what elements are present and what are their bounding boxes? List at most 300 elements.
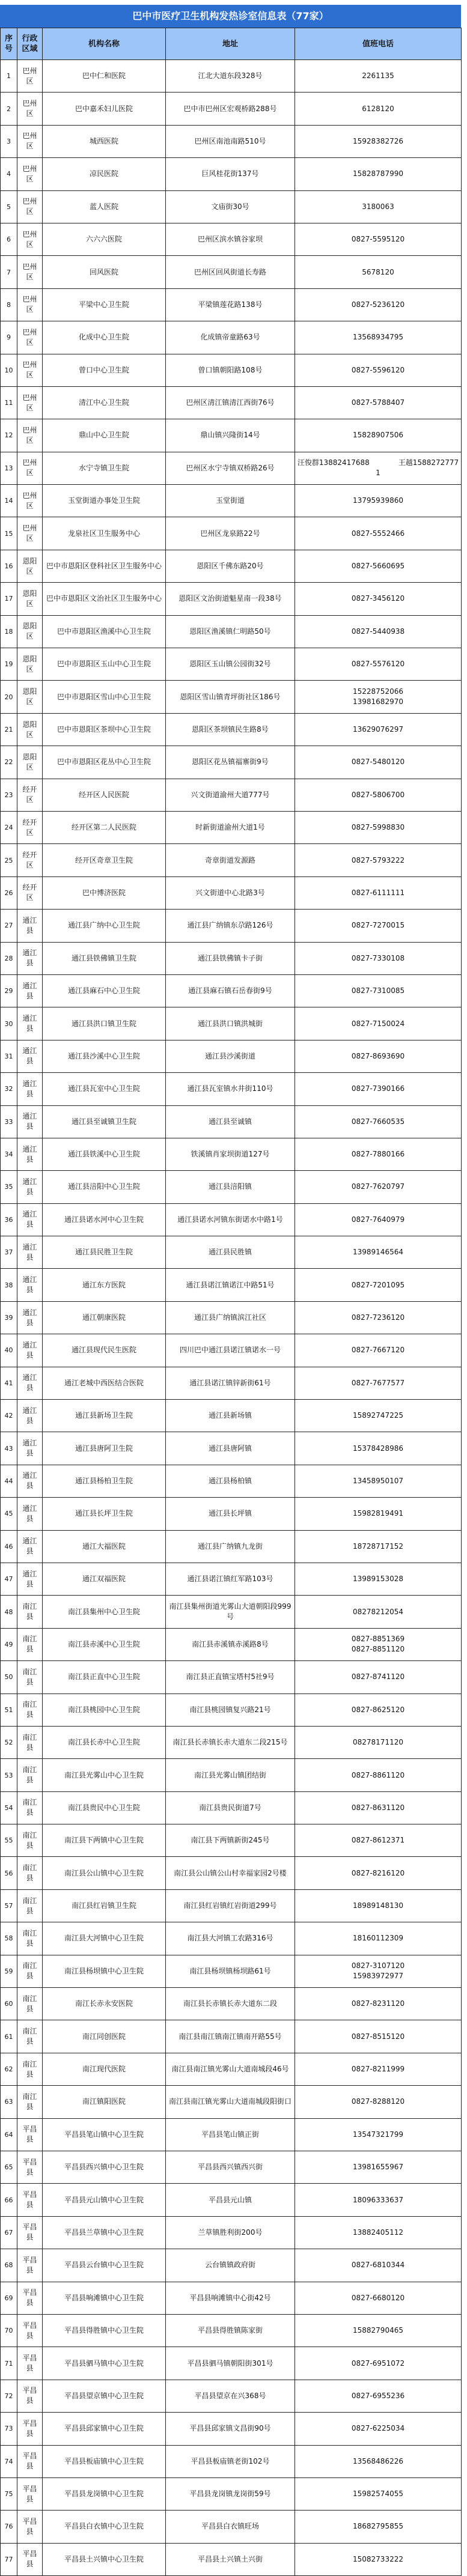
cell-address: 通江县杨柏镇 (166, 1465, 295, 1497)
cell-duty-phone: 0827-8612371 (295, 1824, 462, 1857)
cell-institution-name: 玉堂街道办事处卫生院 (43, 485, 166, 517)
cell-address: 南江县桃园镇复兴路21号 (166, 1694, 295, 1726)
table-row (1, 1301, 462, 1334)
cell-institution-name: 平昌县土兴镇中心卫生院 (43, 2543, 166, 2575)
cell-duty-phone: 0827-8861120 (295, 1759, 462, 1791)
cell-serial-no: 55 (1, 1824, 17, 1857)
cell-duty-phone: 0827-8231120 (295, 1988, 462, 2020)
cell-serial-no: 35 (1, 1171, 17, 1203)
table-row (1, 974, 462, 1007)
cell-institution-name: 通江大福医院 (43, 1530, 166, 1563)
cell-duty-phone: 13547321799 (295, 2118, 462, 2151)
cell-serial-no: 50 (1, 1661, 17, 1694)
cell-district: 经开区 (17, 811, 43, 843)
cell-duty-phone: 0827-5440938 (295, 615, 462, 648)
cell-serial-no: 22 (1, 746, 17, 779)
cell-institution-name: 通江双福医院 (43, 1563, 166, 1595)
cell-district: 恩阳区 (17, 713, 43, 746)
cell-institution-name: 平昌县笔山镇中心卫生院 (43, 2118, 166, 2151)
cell-duty-phone: 0827-7880166 (295, 1138, 462, 1170)
cell-serial-no: 2 (1, 93, 17, 125)
cell-address: 通江县洪口镇洪城街 (166, 1007, 295, 1040)
cell-duty-phone: 0827-7667120 (295, 1334, 462, 1367)
cell-address: 通江县涪阳镇 (166, 1171, 295, 1203)
cell-serial-no: 54 (1, 1791, 17, 1824)
cell-institution-name: 平昌县响滩镇中心卫生院 (43, 2282, 166, 2314)
cell-institution-name: 化成中心卫生院 (43, 321, 166, 354)
cell-address: 平昌县得胜镇陈家街 (166, 2314, 295, 2347)
cell-serial-no: 36 (1, 1203, 17, 1236)
cell-address: 巨风桂花街137号 (166, 158, 295, 190)
cell-institution-name: 巴中嘉禾妇儿医院 (43, 93, 166, 125)
cell-duty-phone: 0827-7660535 (295, 1105, 462, 1138)
cell-duty-phone: 0827-6111111 (295, 876, 462, 909)
cell-serial-no: 9 (1, 321, 17, 354)
cell-address: 玉堂街道 (166, 485, 295, 517)
cell-serial-no: 57 (1, 1889, 17, 1922)
table-row (1, 2151, 462, 2184)
cell-institution-name: 平昌县板庙镇中心卫生院 (43, 2445, 166, 2477)
cell-institution-name: 通江县铁溪中心卫生院 (43, 1138, 166, 1170)
table-row (1, 1465, 462, 1497)
cell-institution-name: 通江县杨柏卫生院 (43, 1465, 166, 1497)
table-row (1, 2380, 462, 2412)
cell-institution-name: 巴中市恩阳区茶坝中心卫生院 (43, 713, 166, 746)
table-row (1, 1203, 462, 1236)
table-row (1, 910, 462, 942)
cell-district: 南江县 (17, 1824, 43, 1857)
table-row (1, 2445, 462, 2477)
cell-district: 南江县 (17, 1922, 43, 1955)
cell-district: 恩阳区 (17, 746, 43, 779)
cell-address: 江北大道东段328号 (166, 60, 295, 93)
cell-serial-no: 69 (1, 2282, 17, 2314)
cell-duty-phone: 3180063 (295, 190, 462, 223)
cell-address: 南江县南江镇光雾山大道南城段阳街口 (166, 2086, 295, 2118)
cell-serial-no: 27 (1, 910, 17, 942)
cell-serial-no: 71 (1, 2347, 17, 2380)
cell-serial-no: 75 (1, 2477, 17, 2510)
cell-institution-name: 巴中博济医院 (43, 876, 166, 909)
cell-institution-name: 南江县公山镇中心卫生院 (43, 1857, 166, 1889)
cell-duty-phone: 0827-7270015 (295, 910, 462, 942)
cell-district: 巴州区 (17, 158, 43, 190)
cell-institution-name: 南江现代医院 (43, 2053, 166, 2085)
table-row (1, 1661, 462, 1694)
cell-address: 通江县至诚镇 (166, 1105, 295, 1138)
cell-district: 巴州区 (17, 60, 43, 93)
table-row (1, 1988, 462, 2020)
cell-district: 巴州区 (17, 452, 43, 484)
cell-duty-phone: 0827-5552466 (295, 517, 462, 550)
cell-serial-no: 42 (1, 1400, 17, 1432)
cell-institution-name: 平昌县西兴镇中心卫生院 (43, 2151, 166, 2184)
cell-serial-no: 13 (1, 452, 17, 484)
cell-institution-name: 通江县洪口镇卫生院 (43, 1007, 166, 1040)
cell-duty-phone: 13458950107 (295, 1465, 462, 1497)
cell-district: 南江县 (17, 1955, 43, 1987)
table-row (1, 223, 462, 255)
cell-district: 南江县 (17, 1628, 43, 1660)
cell-district: 平昌县 (17, 2249, 43, 2282)
cell-address: 通江县新场镇 (166, 1400, 295, 1432)
table-row (1, 354, 462, 386)
cell-institution-name: 回风医院 (43, 256, 166, 288)
cell-district: 恩阳区 (17, 681, 43, 713)
cell-institution-name: 通江县沙溪中心卫生院 (43, 1040, 166, 1072)
cell-serial-no: 38 (1, 1269, 17, 1301)
cell-address: 巴州区水宁寺镇双桥路26号 (166, 452, 295, 484)
cell-institution-name: 平昌县元山镇中心卫生院 (43, 2184, 166, 2216)
table-row (1, 1628, 462, 1660)
cell-address: 四川巴中通江县诺江镇诺水一号 (166, 1334, 295, 1367)
cell-address: 南江县正直镇宝塔村5社9号 (166, 1661, 295, 1694)
cell-institution-name: 经开区奇章卫生院 (43, 844, 166, 876)
table-row (1, 2347, 462, 2380)
cell-address: 平昌县土兴镇土兴街 (166, 2543, 295, 2575)
cell-district: 通江县 (17, 1203, 43, 1236)
cell-institution-name: 通江县诺水河中心卫生院 (43, 1203, 166, 1236)
cell-institution-name: 通江朝康医院 (43, 1301, 166, 1334)
cell-address: 恩阳区千佛东路20号 (166, 550, 295, 582)
cell-institution-name: 通江县现代民生医院 (43, 1334, 166, 1367)
cell-serial-no: 40 (1, 1334, 17, 1367)
cell-institution-name: 平昌县云台镇中心卫生院 (43, 2249, 166, 2282)
cell-duty-phone: 0827-8515120 (295, 2020, 462, 2053)
cell-duty-phone: 0827-5788407 (295, 386, 462, 419)
cell-institution-name: 通江县铁佛镇卫生院 (43, 942, 166, 974)
table-row (1, 2543, 462, 2575)
cell-district: 巴州区 (17, 288, 43, 321)
cell-address: 通江县诺江镇诺江中路51号 (166, 1269, 295, 1301)
cell-duty-phone: 15082733222 (295, 2543, 462, 2575)
cell-district: 平昌县 (17, 2282, 43, 2314)
table-row (1, 1040, 462, 1072)
table-title: 巴中市医疗卫生机构发热诊室信息表（77家） (0, 5, 461, 28)
table-row (1, 746, 462, 779)
cell-serial-no: 12 (1, 419, 17, 452)
cell-district: 南江县 (17, 2020, 43, 2053)
cell-address: 通江县广纳镇九龙街 (166, 1530, 295, 1563)
cell-serial-no: 60 (1, 1988, 17, 2020)
cell-duty-phone: 15828907506 (295, 419, 462, 452)
cell-address: 平昌县笔山镇正街 (166, 2118, 295, 2151)
cell-duty-phone: 15228752066 13981682970 (295, 681, 462, 713)
cell-duty-phone: 0827-8625120 (295, 1694, 462, 1726)
cell-district: 平昌县 (17, 2216, 43, 2249)
cell-district: 平昌县 (17, 2413, 43, 2445)
cell-institution-name: 南江县长赤中心卫生院 (43, 1726, 166, 1758)
cell-institution-name: 经开区人民医院 (43, 779, 166, 811)
cell-district: 南江县 (17, 2086, 43, 2118)
table-row (1, 583, 462, 615)
cell-serial-no: 33 (1, 1105, 17, 1138)
cell-address: 通江县唐阿镇 (166, 1432, 295, 1465)
cell-serial-no: 59 (1, 1955, 17, 1987)
cell-address: 恩阳区茶坝镇民生路8号 (166, 713, 295, 746)
cell-district: 平昌县 (17, 2445, 43, 2477)
cell-institution-name: 南江县集州中心卫生院 (43, 1596, 166, 1628)
cell-duty-phone: 汪俊群13882417688 王越15882727771 (295, 452, 462, 484)
cell-duty-phone: 18682795855 (295, 2511, 462, 2543)
cell-institution-name: 通江县唐阿卫生院 (43, 1432, 166, 1465)
cell-district: 通江县 (17, 1171, 43, 1203)
cell-duty-phone: 15928382726 (295, 125, 462, 157)
cell-address: 通江县广纳镇滨江社区 (166, 1301, 295, 1334)
cell-serial-no: 6 (1, 223, 17, 255)
cell-address: 通江县长坪镇 (166, 1498, 295, 1530)
cell-address: 南江县大河镇工农路316号 (166, 1922, 295, 1955)
cell-duty-phone: 0827-8288120 (295, 2086, 462, 2118)
cell-serial-no: 53 (1, 1759, 17, 1791)
cell-address: 兴文街道渝州大道777号 (166, 779, 295, 811)
cell-address: 奇章街道发源路 (166, 844, 295, 876)
cell-address: 恩阳区玉山镇公园街32号 (166, 648, 295, 681)
cell-district: 巴州区 (17, 485, 43, 517)
cell-institution-name: 六六六医院 (43, 223, 166, 255)
cell-institution-name: 南江县贵民中心卫生院 (43, 1791, 166, 1824)
cell-address: 南江县长赤镇长赤大道东二段 (166, 1988, 295, 2020)
cell-district: 通江县 (17, 1073, 43, 1105)
cell-institution-name: 平昌县兰草镇中心卫生院 (43, 2216, 166, 2249)
cell-district: 恩阳区 (17, 615, 43, 648)
cell-district: 平昌县 (17, 2511, 43, 2543)
cell-serial-no: 19 (1, 648, 17, 681)
cell-address: 通江县诺江镇锌新街61号 (166, 1367, 295, 1399)
cell-duty-phone: 0827-6680120 (295, 2282, 462, 2314)
cell-district: 平昌县 (17, 2477, 43, 2510)
cell-duty-phone: 0827-7201095 (295, 1269, 462, 1301)
table-row (1, 1726, 462, 1758)
cell-serial-no: 25 (1, 844, 17, 876)
cell-address: 巴州区滨水镇谷家坝 (166, 223, 295, 255)
cell-district: 通江县 (17, 1236, 43, 1269)
cell-institution-name: 南江同创医院 (43, 2020, 166, 2053)
cell-institution-name: 通江县长坪卫生院 (43, 1498, 166, 1530)
cell-district: 通江县 (17, 1007, 43, 1040)
table-row (1, 681, 462, 713)
cell-serial-no: 74 (1, 2445, 17, 2477)
cell-duty-phone: 13989146564 (295, 1236, 462, 1269)
table-row (1, 517, 462, 550)
cell-institution-name: 巴中市恩阳区雪山中心卫生院 (43, 681, 166, 713)
cell-district: 南江县 (17, 1596, 43, 1628)
cell-serial-no: 73 (1, 2413, 17, 2445)
table-row (1, 386, 462, 419)
cell-address: 平昌县邱家镇文昌街90号 (166, 2413, 295, 2445)
cell-duty-phone: 0827-8741120 (295, 1661, 462, 1694)
table-row (1, 2184, 462, 2216)
cell-address: 南江县光雾山镇团结街 (166, 1759, 295, 1791)
cell-duty-phone: 0827-8631120 (295, 1791, 462, 1824)
cell-institution-name: 通江县新场卫生院 (43, 1400, 166, 1432)
cell-serial-no: 1 (1, 60, 17, 93)
cell-duty-phone: 0827-7390166 (295, 1073, 462, 1105)
cell-district: 通江县 (17, 974, 43, 1007)
header-district: 行政区域 (17, 28, 43, 60)
cell-duty-phone: 0827-8216120 (295, 1857, 462, 1889)
cell-serial-no: 29 (1, 974, 17, 1007)
cell-institution-name: 南江镇阳医院 (43, 2086, 166, 2118)
cell-duty-phone: 13568486226 (295, 2445, 462, 2477)
cell-institution-name: 水宁寺镇卫生院 (43, 452, 166, 484)
cell-duty-phone: 0827-5595120 (295, 223, 462, 255)
cell-institution-name: 清江中心卫生院 (43, 386, 166, 419)
cell-address: 平昌县白衣镇旺场 (166, 2511, 295, 2543)
cell-serial-no: 61 (1, 2020, 17, 2053)
cell-district: 南江县 (17, 1791, 43, 1824)
cell-district: 通江县 (17, 1334, 43, 1367)
cell-duty-phone: 0827-3456120 (295, 583, 462, 615)
cell-duty-phone: 15982819491 (295, 1498, 462, 1530)
table-row (1, 256, 462, 288)
cell-duty-phone: 15982574055 (295, 2477, 462, 2510)
cell-institution-name: 通江县涪阳中心卫生院 (43, 1171, 166, 1203)
cell-institution-name: 南江县下两镇中心卫生院 (43, 1824, 166, 1857)
cell-duty-phone: 0827-6225034 (295, 2413, 462, 2445)
cell-address: 南江县长赤镇长赤大道东二段215号 (166, 1726, 295, 1758)
cell-serial-no: 21 (1, 713, 17, 746)
table-row (1, 2249, 462, 2282)
cell-district: 恩阳区 (17, 550, 43, 582)
table-row (1, 811, 462, 843)
cell-institution-name: 南江县光雾山中心卫生院 (43, 1759, 166, 1791)
cell-serial-no: 56 (1, 1857, 17, 1889)
cell-duty-phone: 15892747225 (295, 1400, 462, 1432)
cell-duty-phone: 0827-7640979 (295, 1203, 462, 1236)
cell-district: 通江县 (17, 1269, 43, 1301)
cell-address: 通江县沙溪街道 (166, 1040, 295, 1072)
table-row (1, 158, 462, 190)
cell-serial-no: 30 (1, 1007, 17, 1040)
table-row (1, 1073, 462, 1105)
cell-serial-no: 62 (1, 2053, 17, 2085)
cell-duty-phone: 0827-7236120 (295, 1301, 462, 1334)
cell-serial-no: 51 (1, 1694, 17, 1726)
cell-serial-no: 5 (1, 190, 17, 223)
cell-serial-no: 67 (1, 2216, 17, 2249)
cell-duty-phone: 13629076297 (295, 713, 462, 746)
cell-address: 铁溪镇肖家坝街道127号 (166, 1138, 295, 1170)
table-row (1, 1269, 462, 1301)
cell-district: 南江县 (17, 1857, 43, 1889)
cell-address: 通江县瓦室镇水井街110号 (166, 1073, 295, 1105)
cell-district: 南江县 (17, 1759, 43, 1791)
cell-duty-phone: 13568934795 (295, 321, 462, 354)
cell-address: 平昌县响滩镇中心街42号 (166, 2282, 295, 2314)
cell-district: 经开区 (17, 844, 43, 876)
fever-clinic-table (0, 28, 462, 2576)
header-address: 地址 (166, 28, 295, 60)
table-row (1, 190, 462, 223)
cell-serial-no: 10 (1, 354, 17, 386)
cell-address: 平昌县龙岗镇龙岗街59号 (166, 2477, 295, 2510)
cell-institution-name: 蓝人医院 (43, 190, 166, 223)
cell-address: 南江县杨坝镇杨坝路61号 (166, 1955, 295, 1987)
cell-institution-name: 巴中市恩阳区渔溪中心卫生院 (43, 615, 166, 648)
header-institution-name: 机构名称 (43, 28, 166, 60)
cell-address: 巴州区龙泉路22号 (166, 517, 295, 550)
cell-serial-no: 70 (1, 2314, 17, 2347)
cell-duty-phone: 18160112309 (295, 1922, 462, 1955)
table-row (1, 1922, 462, 1955)
cell-district: 巴州区 (17, 125, 43, 157)
cell-institution-name: 南江县桃园中心卫生院 (43, 1694, 166, 1726)
cell-address: 南江县集州街道光雾山大道朝阳段999号 (166, 1596, 295, 1628)
cell-address: 文庙街30号 (166, 190, 295, 223)
cell-address: 化成镇帝童路63号 (166, 321, 295, 354)
cell-institution-name: 巴中市恩阳区文治社区卫生服务中心 (43, 583, 166, 615)
cell-address: 平昌县望京在兴368号 (166, 2380, 295, 2412)
cell-district: 平昌县 (17, 2347, 43, 2380)
table-row (1, 1857, 462, 1889)
cell-district: 巴州区 (17, 386, 43, 419)
cell-duty-phone: 0827-6955236 (295, 2380, 462, 2412)
cell-district: 通江县 (17, 1563, 43, 1595)
table-row (1, 2118, 462, 2151)
cell-district: 巴州区 (17, 190, 43, 223)
cell-serial-no: 49 (1, 1628, 17, 1660)
table-body (1, 60, 462, 2576)
cell-institution-name: 南江县大河镇中心卫生院 (43, 1922, 166, 1955)
cell-serial-no: 26 (1, 876, 17, 909)
cell-address: 南江县贵民街道7号 (166, 1791, 295, 1824)
cell-serial-no: 47 (1, 1563, 17, 1595)
cell-institution-name: 巴中市恩阳区花丛中心卫生院 (43, 746, 166, 779)
cell-institution-name: 龙泉社区卫生服务中心 (43, 517, 166, 550)
cell-district: 通江县 (17, 1367, 43, 1399)
cell-district: 经开区 (17, 779, 43, 811)
cell-duty-phone: 0827-7310085 (295, 974, 462, 1007)
cell-serial-no: 58 (1, 1922, 17, 1955)
cell-duty-phone: 13981655967 (295, 2151, 462, 2184)
cell-duty-phone: 0827-5576120 (295, 648, 462, 681)
cell-duty-phone: 0827-5660695 (295, 550, 462, 582)
cell-duty-phone: 0827-7677577 (295, 1367, 462, 1399)
cell-duty-phone: 0827-8211999 (295, 2053, 462, 2085)
table-row (1, 1171, 462, 1203)
cell-serial-no: 32 (1, 1073, 17, 1105)
cell-duty-phone: 15828787990 (295, 158, 462, 190)
cell-duty-phone: 13795939860 (295, 485, 462, 517)
cell-institution-name: 通江县广纳中心卫生院 (43, 910, 166, 942)
cell-serial-no: 52 (1, 1726, 17, 1758)
cell-district: 南江县 (17, 2053, 43, 2085)
cell-address: 平昌县驷马镇朝阳街301号 (166, 2347, 295, 2380)
cell-serial-no: 46 (1, 1530, 17, 1563)
cell-institution-name: 南江长赤永安医院 (43, 1988, 166, 2020)
cell-duty-phone: 0827-5236120 (295, 288, 462, 321)
cell-district: 通江县 (17, 1040, 43, 1072)
table-row (1, 288, 462, 321)
cell-address: 南江县南江镇光雾山大道南城段46号 (166, 2053, 295, 2085)
table-row (1, 1432, 462, 1465)
cell-serial-no: 66 (1, 2184, 17, 2216)
cell-institution-name: 通江县瓦室中心卫生院 (43, 1073, 166, 1105)
cell-district: 南江县 (17, 1694, 43, 1726)
cell-district: 经开区 (17, 876, 43, 909)
cell-address: 通江县诺水河镇东街诺水中路1号 (166, 1203, 295, 1236)
cell-duty-phone: 0827-5793222 (295, 844, 462, 876)
table-row (1, 648, 462, 681)
cell-address: 南江县下两镇新街245号 (166, 1824, 295, 1857)
table-row (1, 485, 462, 517)
cell-serial-no: 24 (1, 811, 17, 843)
cell-address: 通江县铁佛镇卡子街 (166, 942, 295, 974)
cell-institution-name: 平昌县邱家镇中心卫生院 (43, 2413, 166, 2445)
table-row (1, 60, 462, 93)
table-row (1, 1367, 462, 1399)
